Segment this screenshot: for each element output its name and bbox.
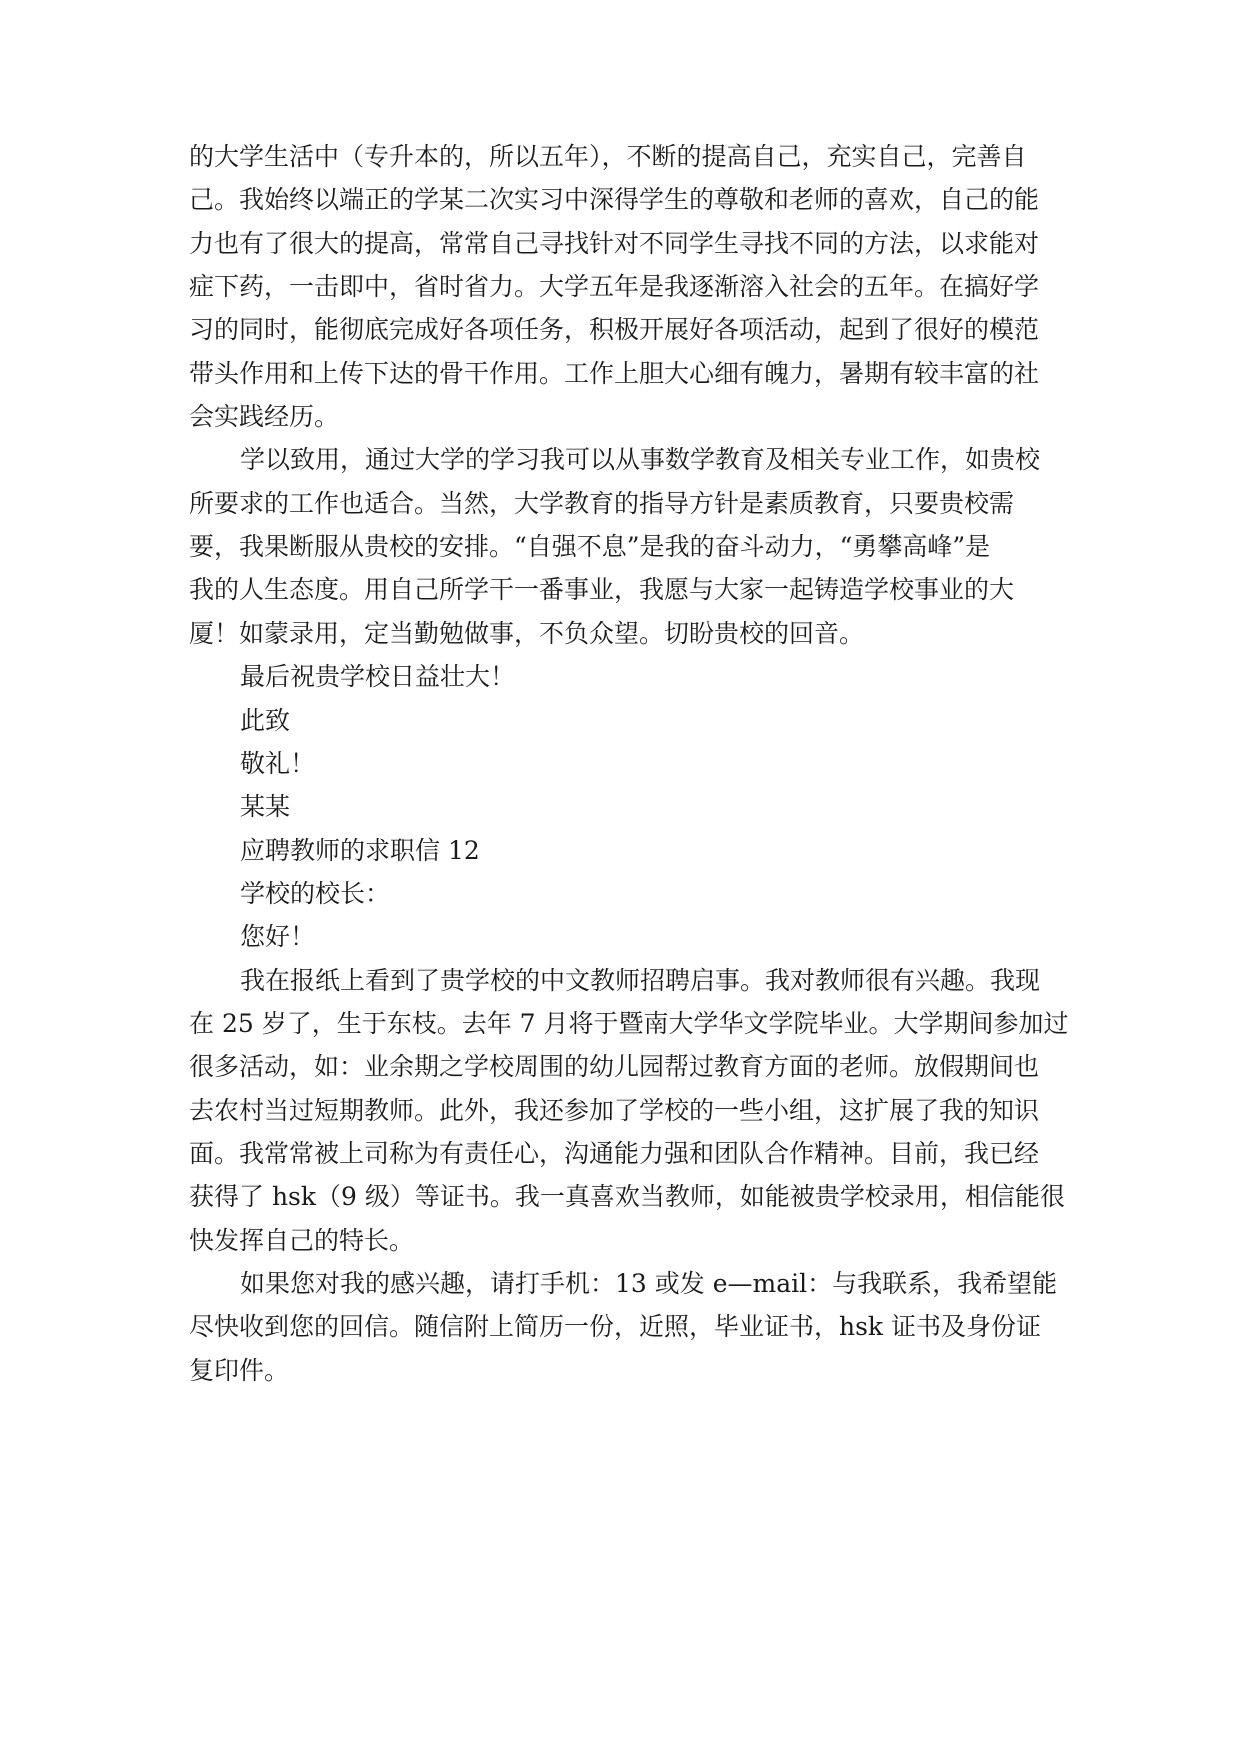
text-line: 尽快收到您的回信。随信附上简历一份，近照，毕业证书，hsk 证书及身份证 — [189, 1312, 1042, 1341]
greeting: 您好！ — [240, 922, 316, 951]
text-line: 要，我果断服从贵校的安排。“自强不息”是我的奋斗动力，“勇攀高峰”是 — [189, 532, 991, 561]
text-line: 面。我常常被上司称为有责任心，沟通能力强和团队合作精神。目前，我已经 — [189, 1139, 1040, 1168]
text-line: 的大学生活中（专升本的，所以五年），不断的提高自己，充实自己，完善自 — [189, 142, 1027, 171]
text-line: 己。我始终以端正的学某二次实习中深得学生的尊敬和老师的喜欢，自己的能 — [189, 185, 1040, 214]
text-line: 会实践经历。 — [189, 402, 340, 431]
text-line: 带头作用和上传下达的骨干作用。工作上胆大心细有魄力，暑期有较丰富的社 — [189, 359, 1040, 388]
salutation-jing-li: 敬礼！ — [240, 749, 316, 778]
text-line: 很多活动，如：业余期之学校周围的幼儿园帮过教育方面的老师。放假期间也 — [189, 1052, 1040, 1081]
text-line: 获得了 hsk（9 级）等证书。我一真喜欢当教师，如能被贵学校录用，相信能很 — [189, 1182, 1065, 1211]
salutation-ci-zhi: 此致 — [240, 706, 291, 735]
addressee: 学校的校长： — [240, 879, 391, 908]
paragraph-start-line: 如果您对我的感兴趣，请打手机：13 或发 e—mail：与我联系，我希望能 — [240, 1269, 1058, 1298]
text-line: 在 25 岁了，生于东枝。去年 7 月将于暨南大学华文学院毕业。大学期间参加过 — [189, 1009, 1069, 1038]
text-line: 去农村当过短期教师。此外，我还参加了学校的一些小组，这扩展了我的知识 — [189, 1096, 1040, 1125]
signature: 某某 — [240, 792, 291, 821]
paragraph-start-line: 学以致用，通过大学的学习我可以从事数学教育及相关专业工作，如贵校 — [240, 445, 1041, 474]
letter-title: 应聘教师的求职信 12 — [240, 836, 480, 865]
text-line: 厦！如蒙录用，定当勤勉做事，不负众望。切盼贵校的回音。 — [189, 619, 865, 648]
text-line: 复印件。 — [189, 1356, 290, 1385]
text-line: 力也有了很大的提高，常常自己寻找针对不同学生寻找不同的方法，以求能对 — [189, 229, 1040, 258]
text-line: 快发挥自己的特长。 — [189, 1226, 415, 1255]
text-line: 所要求的工作也适合。当然，大学教育的指导方针是素质教育，只要贵校需 — [189, 489, 1015, 518]
closing-wish: 最后祝贵学校日益壮大！ — [240, 662, 516, 691]
text-line: 习的同时，能彻底完成好各项任务，积极开展好各项活动，起到了很好的模范 — [189, 315, 1040, 344]
paragraph-start-line: 我在报纸上看到了贵学校的中文教师招聘启事。我对教师很有兴趣。我现 — [240, 966, 1041, 995]
text-line: 症下药，一击即中，省时省力。大学五年是我逐渐溶入社会的五年。在搞好学 — [189, 272, 1040, 301]
text-line: 我的人生态度。用自己所学干一番事业，我愿与大家一起铸造学校事业的大 — [189, 575, 1015, 604]
